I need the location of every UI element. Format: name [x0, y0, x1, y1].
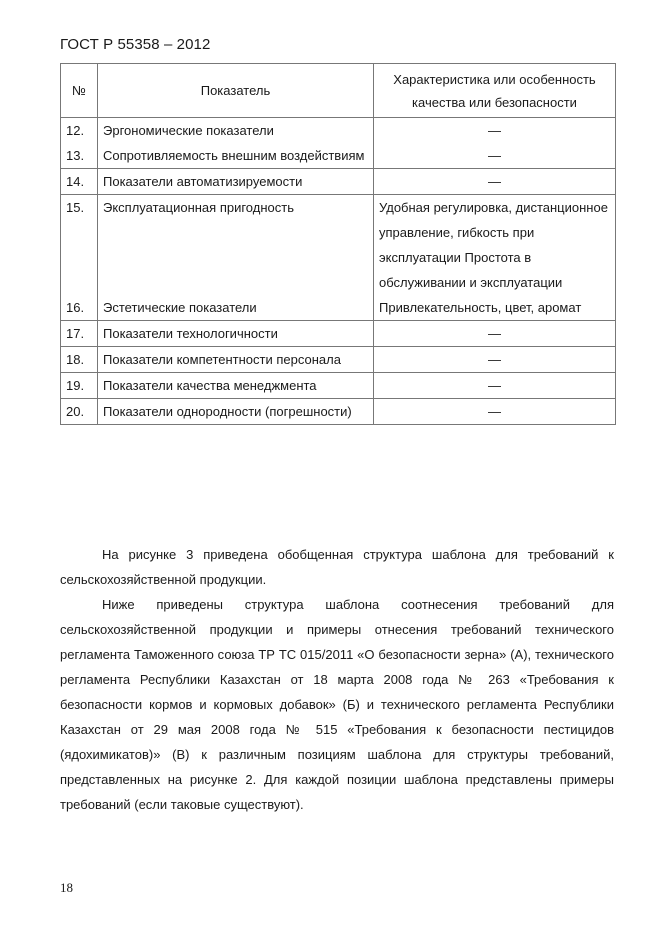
table-row [61, 295, 616, 321]
row-indicator: Показатели компетентности персонала [98, 347, 374, 373]
row-characteristic: — [374, 321, 616, 347]
paragraph-template-structure [60, 592, 614, 817]
row-characteristic: — [374, 169, 616, 195]
row-number: 14. [61, 169, 98, 195]
document-header: ГОСТ Р 55358 – 2012 [60, 36, 211, 53]
table-header-row [61, 64, 616, 118]
row-indicator: Показатели технологичности [98, 321, 374, 347]
row-indicator: Показатели однородности (погрешности) [98, 399, 374, 425]
row-number: 18. [61, 347, 98, 373]
row-characteristic: — [374, 143, 616, 169]
column-header-number: № [61, 64, 98, 118]
row-characteristic: Удобная регулировка, дистанционное управление, гибкость при эксплуатации Простота в обслуживании и эксплуатации [374, 195, 616, 296]
table-row [61, 169, 616, 195]
column-header-characteristic: Характеристика или особенность качества или безопасности [374, 64, 616, 118]
row-characteristic: — [374, 118, 616, 144]
row-number: 16. [61, 295, 98, 321]
row-characteristic: — [374, 347, 616, 373]
row-number: 13. [61, 143, 98, 169]
row-number: 12. [61, 118, 98, 144]
row-indicator: Показатели автоматизируемости [98, 169, 374, 195]
table-row [61, 399, 616, 425]
table-row [61, 195, 616, 296]
row-number: 20. [61, 399, 98, 425]
row-indicator: Эргономические показатели [98, 118, 374, 144]
paragraph-text: Ниже приведены структура шаблона соотнесения требований для сельскохозяйственной продукции и примеры отнесения требований технического регламента Таможенного союза ТР ТС 015/2011 «О безопасности зерна» (А), технического регламента Республики Казахстан от 18 марта 2008 года № 263 «Требования к безопасности кормов и кормовых добавок» (Б) и технического регламента Республики Казахстан от 29 мая 2008 года № 515 «Требования к безопасности пестицидов (ядохимикатов)» (В) к различным позициям шаблона для структуры требований, представленных на рисунке 2. Для каждой позиции шаблона представлены примеры требований (если таковые существуют). [60, 597, 614, 812]
row-characteristic: Привлекательность, цвет, аромат [374, 295, 616, 321]
table-row [61, 143, 616, 169]
row-number: 17. [61, 321, 98, 347]
page-number: 18 [60, 880, 73, 895]
row-indicator: Показатели качества менеджмента [98, 373, 374, 399]
row-characteristic: — [374, 373, 616, 399]
table-row [61, 347, 616, 373]
paragraph-text: На рисунке 3 приведена обобщенная структура шаблона для требований к сельскохозяйственной продукции. [60, 547, 614, 587]
paragraph-figure-3 [60, 542, 614, 592]
row-indicator: Эксплуатационная пригодность [98, 195, 374, 296]
row-indicator: Сопротивляемость внешним воздействиям [98, 143, 374, 169]
table-row [61, 321, 616, 347]
row-characteristic: — [374, 399, 616, 425]
table-row [61, 118, 616, 144]
row-number: 15. [61, 195, 98, 296]
row-indicator: Эстетические показатели [98, 295, 374, 321]
table-row [61, 373, 616, 399]
row-number: 19. [61, 373, 98, 399]
indicators-table [60, 63, 616, 425]
column-header-indicator: Показатель [98, 64, 374, 118]
